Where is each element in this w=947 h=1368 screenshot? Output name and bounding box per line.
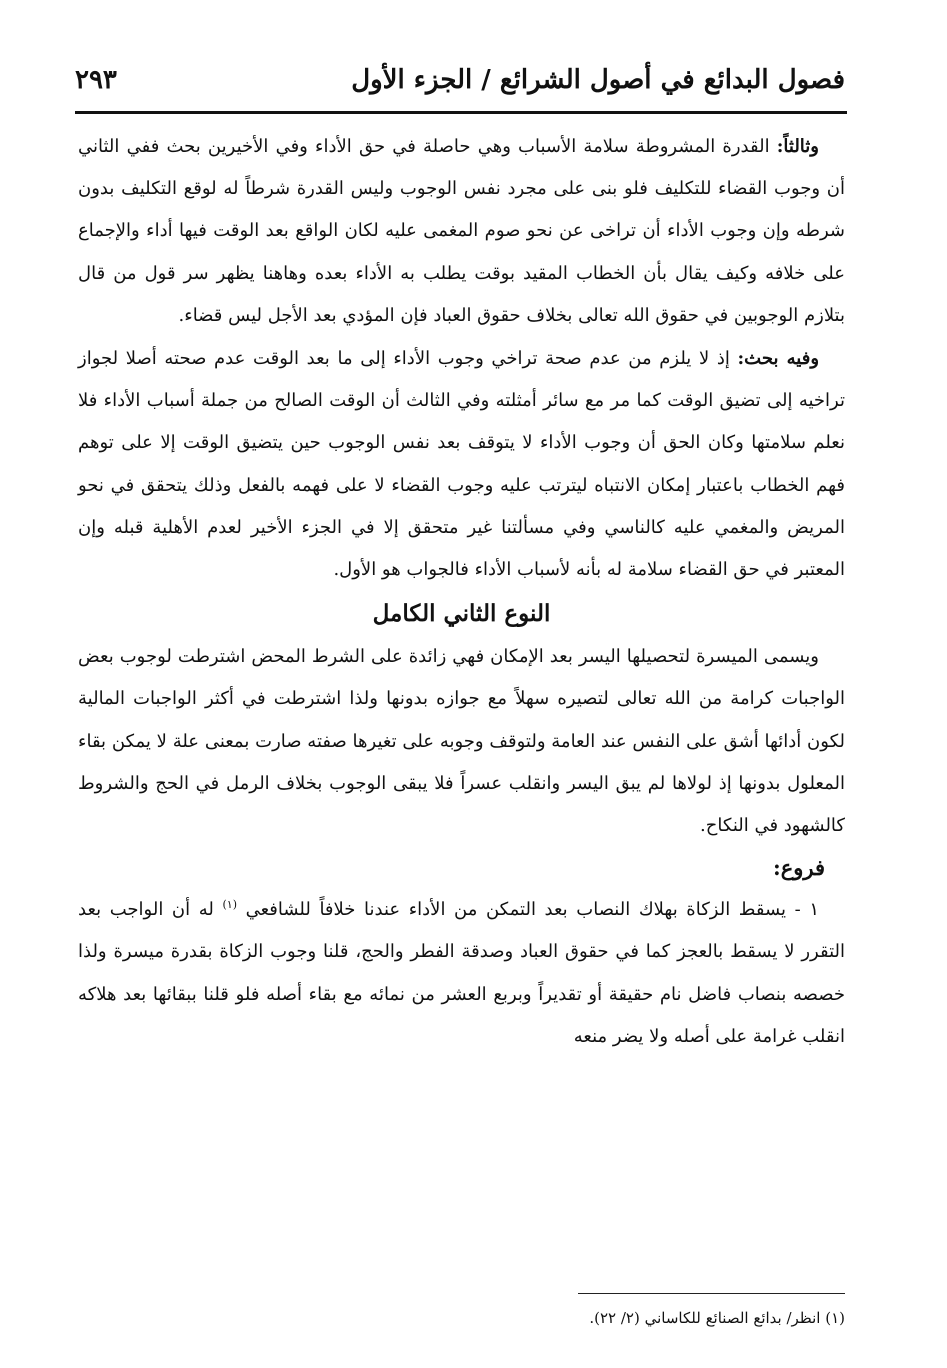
page-number: ٢٩٣	[75, 65, 117, 95]
paragraph-branch-1	[78, 889, 845, 1058]
paragraph-maysara	[78, 636, 845, 847]
footnote-rule	[578, 1293, 845, 1294]
footnote: (١) انظر/ بدائع الصنائع للكاساني (٢/ ٢٢).	[589, 1309, 845, 1327]
paragraph-discussion	[78, 338, 845, 591]
paragraph-body: القدرة المشروطة سلامة الأسباب وهي حاصلة في حق الأداء وفي الأخيرين بحث ففي الثاني أن وجوب القضاء للتكليف فلو بنى على مجرد نفس الوجوب وليس القدرة شرطاً له لوقع التكليف بدون شرطه وإن وجوب الأداء أن تراخى عن نحو صوم المغمى عليه لكان الواقع بعد الوقت فيها أداء والإجماع على خلافه وكيف يقال بأن الخطاب المقيد بوقت يطلب به الأداء بعده وهاهنا يظهر سر قول من قال بتلازم الوجوبين في حقوق الله تعالى بخلاف حقوق العباد فإن المؤدي بعد الأجل ليس قضاء.	[78, 136, 845, 326]
running-header	[75, 58, 845, 106]
footnote-marker: (١)	[222, 898, 237, 912]
section-heading: النوع الثاني الكامل	[372, 600, 551, 628]
paragraph-body: إذ لا يلزم من عدم صحة تراخي وجوب الأداء إلى ما بعد الوقت عدم صحته أصلا لجواز تراخيه إلى تضيق الوقت كما مر مع سائر أمثلته وفي الثالث أن الوقت الصالح من جملة أسباب الأداء فلا نعلم سلامتها وكان الحق أن وجوب الأداء لا يتوقف بعد نفس الوجوب حين يتضيق الوقت إلا على توهم فهم الخطاب باعتبار إمكان الانتباه ليترتب عليه وجوب القضاء لا على فهمه بالفعل وذلك يتحقق في نحو المريض والمغمي عليه كالناسي وفي مسألتنا غير متحقق إلا في الجزء الأخير لعدم الأهلية قبله وإن المعتبر في حق القضاء سلامة له بأنه لأسباب الأداء فالجواب هو الأول.	[78, 348, 845, 581]
header-rule	[75, 111, 847, 114]
paragraph-body: ويسمى الميسرة لتحصيلها اليسر بعد الإمكان فهي زائدة على الشرط المحض اشترطت لوجوب بعض الواجبات كرامة من الله تعالى لتصيره سهلاً مع جوازه بدونها ولذا اشترطت في أكثر الواجبات المالية لكون أدائها أشق على النفس عند العامة ولتوقف وجوبه على تغيرها صفته صارت بمعنى علة لا يمكن بقاء المعلول بدونها إذ لولاها لم يبق اليسر وانقلب عسراً فلا يبقى الوجوب بخلاف الرمل في الحج والشروط كالشهود في النكاح.	[78, 646, 845, 837]
paragraph-thirdly	[78, 126, 845, 337]
book-title: فصول البدائع في أصول الشرائع / الجزء الأول	[351, 65, 845, 95]
main-text	[78, 126, 845, 1058]
paragraph-lead: وفيه بحث:	[737, 348, 820, 370]
branches-heading: فروع:	[772, 855, 825, 881]
paragraph-body: ١ - يسقط الزكاة بهلاك النصاب بعد التمكن من الأداء عندنا خلافاً للشافعي	[236, 899, 819, 921]
paragraph-body-continued: له أن الواجب بعد التقرر لا يسقط بالعجز كما في حقوق العباد وصدقة الفطر والحج، قلنا وجوب الزكاة بقدرة ميسرة ولذا خصصه بنصاب فاضل نام حقيقة أو تقديراً وبربع العشر من نمائه مع بقاء أصله فلو قلنا ببقائها بعد هلاكه انقلب غرامة على أصله ولا يضر منعه	[78, 899, 845, 1047]
paragraph-lead: وثالثاً:	[776, 136, 819, 157]
